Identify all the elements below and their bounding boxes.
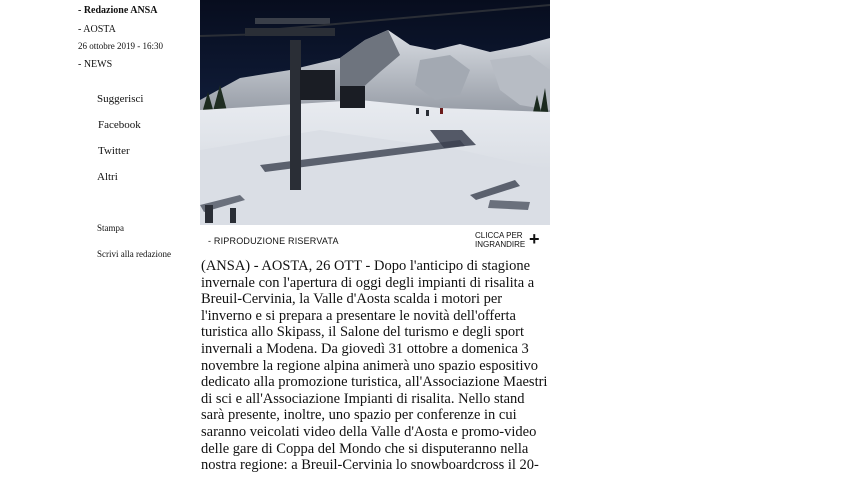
enlarge-photo-link[interactable] <box>475 231 535 249</box>
article-body: (ANSA) - AOSTA, 26 OTT - Dopo l'anticipo di stagione invernale con l'apertura di oggi degli impianti di risalita a Breuil-Cervinia, la Valle d'Aosta scalda i motori per l'inverno e si prepara a presentare le novità dell'offerta turistica allo Skipass, il Salone del turismo e degli sport invernali a Modena. Da giovedì 31 ottobre a domenica 3 novembre la regione alpina animerà uno spazio espositivo dedicato alla promozione turistica, all'Associazione Maestri di sci e all'Associazione Impianti di risalita. Nello stand sarà presente, inoltre, uno spazio per conferenze in cui saranno veicolati video della Valle d'Aosta e promo-video delle gare di Coppa del Mondo che si disputeranno nella nostra regione: a Breuil-Cervinia lo snowboardcross il 20- <box>201 258 548 474</box>
article-photo[interactable] <box>200 0 550 225</box>
facebook-share-link[interactable]: Facebook <box>98 119 141 131</box>
ski-slope-image <box>200 0 550 225</box>
publish-date: 26 ottobre 2019 - 16:30 <box>78 41 163 51</box>
print-link[interactable]: Stampa <box>97 223 124 233</box>
enlarge-label-line2: INGRANDIRE <box>475 240 526 249</box>
twitter-share-link[interactable]: Twitter <box>98 145 130 157</box>
write-editorial-link[interactable]: Scrivi alla redazione <box>97 249 171 259</box>
suggest-link[interactable]: Suggerisci <box>97 93 144 105</box>
enlarge-plus-icon[interactable]: + <box>529 229 540 249</box>
photo-credit: - RIPRODUZIONE RISERVATA <box>208 236 339 246</box>
author-label: - Redazione ANSA <box>78 5 158 16</box>
location-label: - AOSTA <box>78 24 116 35</box>
more-share-link[interactable]: Altri <box>97 171 118 183</box>
category-label: - NEWS <box>78 59 113 70</box>
enlarge-label-line1: CLICCA PER <box>475 231 523 240</box>
